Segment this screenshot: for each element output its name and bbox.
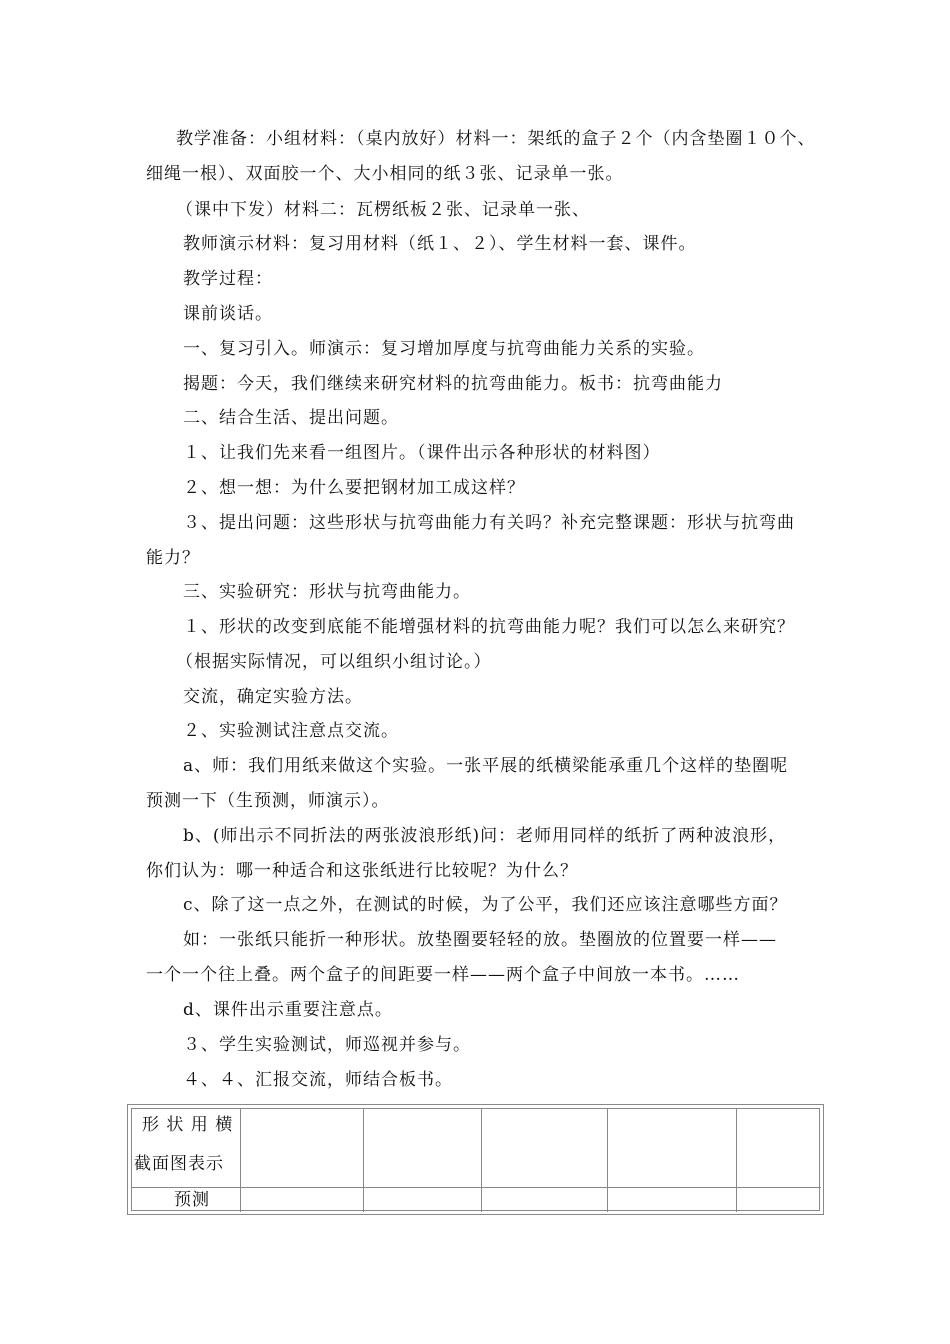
text-line: 三、实验研究：形状与抗弯曲能力。	[183, 582, 471, 602]
text-line: １、形状的改变到底能不能增强材料的抗弯曲能力呢？我们可以怎么来研究？	[183, 617, 795, 637]
text-line: b、(师出示不同折法的两张波浪形纸)问：老师用同样的纸折了两种波浪形，	[183, 826, 787, 846]
text-line: ２、实验测试注意点交流。	[183, 721, 399, 741]
table-cell	[241, 1188, 364, 1212]
text-line: （课中下发）材料二：瓦楞纸板２张、记录单一张、	[176, 200, 590, 220]
text-line: c、除了这一点之外，在测试的时候，为了公平，我们还应该注意哪些方面？	[183, 895, 788, 915]
text-line: （根据实际情况，可以组织小组讨论。）	[176, 652, 492, 672]
table-header-cell-predict	[132, 1188, 241, 1212]
table-cell	[737, 1188, 821, 1212]
text-line: １、让我们先来看一组图片。（课件出示各种形状的材料图）	[183, 443, 661, 463]
table-cell	[364, 1109, 482, 1188]
text-line: 课前谈话。	[183, 304, 273, 324]
text-line: 细绳一根）、双面胶一个、大小相同的纸３张、记录单一张。	[146, 164, 624, 184]
record-table	[127, 1104, 824, 1215]
text-line: ２、想一想：为什么要把钢材加工成这样？	[183, 478, 525, 498]
text-line: 教学过程：	[183, 269, 273, 289]
table-header-predict: 预测	[174, 1190, 210, 1210]
text-line: 揭题：今天，我们继续来研究材料的抗弯曲能力。板书：抗弯曲能力	[183, 374, 723, 394]
text-line: 交流，确定实验方法。	[183, 687, 363, 707]
table-cell	[482, 1188, 608, 1212]
record-table-grid	[131, 1108, 820, 1211]
text-line: 教师演示材料：复习用材料（纸１、２）、学生材料一套、课件。	[183, 234, 697, 254]
text-line: 二、结合生活、提出问题。	[183, 408, 399, 428]
text-line: d、课件出示重要注意点。	[183, 1000, 393, 1020]
table-cell	[608, 1188, 737, 1212]
table-header-cell-shape	[132, 1109, 241, 1188]
text-line: 教学准备：小组材料：（桌内放好）材料一：架纸的盒子２个（内含垫圈１０个、	[176, 129, 816, 149]
table-cell	[608, 1109, 737, 1188]
text-line: 预测一下（生预测，师演示）。	[146, 791, 390, 811]
text-line: ３、提出问题：这些形状与抗弯曲能力有关吗？补充完整课题：形状与抗弯曲	[183, 513, 795, 533]
table-cell	[482, 1109, 608, 1188]
text-line: ４、４、汇报交流，师结合板书。	[183, 1070, 453, 1090]
table-cell	[241, 1109, 364, 1188]
text-line: a、师：我们用纸来做这个实验。一张平展的纸横梁能承重几个这样的垫圈呢	[183, 756, 789, 776]
text-line: ３、学生实验测试，师巡视并参与。	[183, 1035, 471, 1055]
text-line: 一个一个往上叠。两个盒子的间距要一样——两个盒子中间放一本书。……	[146, 965, 740, 985]
text-line: 你们认为：哪一种适合和这张纸进行比较呢？为什么？	[146, 861, 578, 881]
table-header-shape-line1: 形 状 用 横	[142, 1115, 234, 1135]
table-cell	[364, 1188, 482, 1212]
table-cell	[737, 1109, 821, 1188]
table-header-shape-line2: 截面图表示	[134, 1154, 224, 1174]
text-line: 一、复习引入。师演示：复习增加厚度与抗弯曲能力关系的实验。	[183, 339, 705, 359]
text-line: 能力？	[146, 548, 200, 568]
text-line: 如：一张纸只能折一种形状。放垫圈要轻轻的放。垫圈放的位置要一样——	[183, 930, 777, 950]
